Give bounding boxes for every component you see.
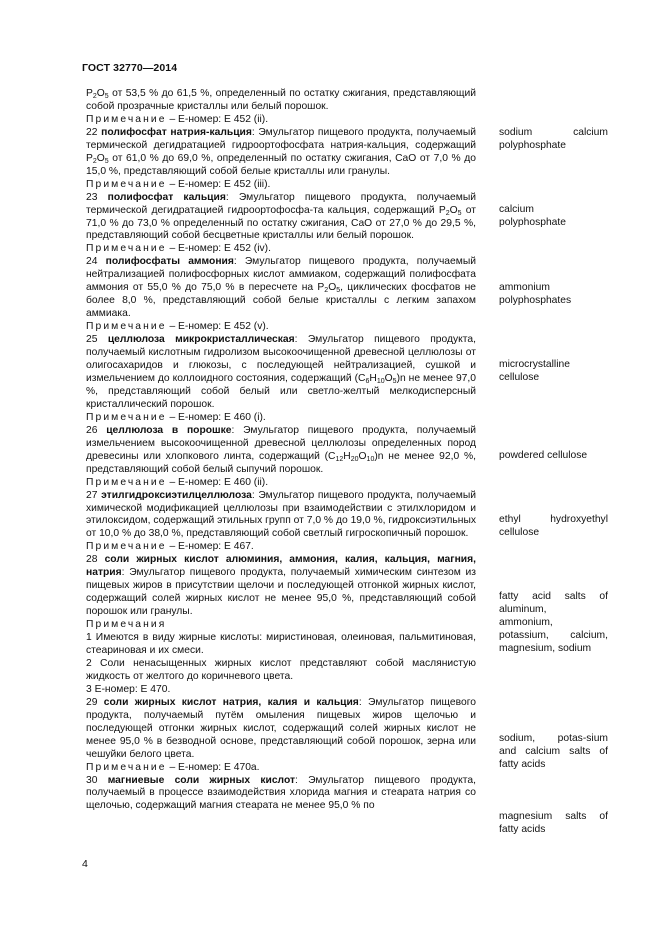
entry-28: 28 соли жирных кислот алюминия, аммония, калия, кальция, магния, натрия: Эмульгатор пищевого продукта, получаемый химическим синтезом из пищевых жиров в присутствии щелочи и последующей отгонкой жирных кислот, содержащий солей жирных кислот не менее 95,0 %, представляющий собой порошок или гранулы. xyxy=(86,554,476,618)
entry-22-term: полифосфат натрия-кальция xyxy=(101,126,252,138)
english-term-25: microcrystalline cellulose xyxy=(499,359,570,383)
entry-26-note: Примечание – Е-номер: Е 460 (ii). xyxy=(86,476,269,488)
entry-23: 23 полифосфат кальция: Эмульгатор пищевого продукта, получаемый термической дегидратацией гидроортофосфа-та кальция, содержащий $P_2O_5$ от 71,0 % до 73,0 % определенный по остатку сжигания, CaO от 27,0 % до 29,5 %, представляющий собой бесцветные кристаллы или белый порошок. xyxy=(86,191,477,242)
entry-23-term: полифосфат кальция xyxy=(107,191,226,203)
entry-22: 22 полифосфат натрия-кальция: Эмульгатор пищевого продукта, получаемый термической дегидратацией гидроортофосфата натрия-кальция, содержащий $P_2O_5$ от 61,0 % до 69,0 %, определенный по остатку сжигания, CaO от 7,0 % до 15,0 %, представляющий собой белые кристаллы или гранулы. xyxy=(86,126,476,177)
entry-26: 26 целлюлоза в порошке: Эмульгатор пищевого продукта, получаемый измельчением высокоочищенной древесной целлюлозы определенных пород древесины или хлопкового линта, содержащий $(C_{12}H_{20}O_{10})n$ не менее 92,0 %, представляющий собой белый сыпучий порошок. xyxy=(86,424,477,475)
entry-30-term: магниевые соли жирных кислот xyxy=(107,774,296,786)
english-term-27: ethyl hydroxyethyl cellulose xyxy=(499,514,608,538)
entry-29-term: соли жирных кислот натрия, калия и кальция xyxy=(103,696,359,708)
entry-30: 30 магниевые соли жирных кислот: Эмульгатор пищевого продукта, получаемый в процессе взаимодействия хлорида магния и стеарата натрия со щелочью, содержащий магния стеарата не менее 95,0 % по xyxy=(86,774,476,812)
entry-25: 25 целлюлоза микрокристаллическая: Эмульгатор пищевого продукта, получаемый кислотным гидролизом высокоочищенной древесной целлюлозы от олигосахаридов и глюкозы, с последующей нейтрализацией, сушкой и измельчением до коллоидного состояния, содержащий $(C_6H_{10}O_5)n$ не менее 97,0 %, представляющий собой белый или светло-желтый мелкодисперсный кристаллический порошок. xyxy=(86,334,476,410)
entry-27-note: Примечание – Е-номер: Е 467. xyxy=(86,541,254,553)
entry-25-note: Примечание – Е-номер: Е 460 (i). xyxy=(86,411,266,423)
entry-29-note: Примечание – Е-номер: Е 470а. xyxy=(86,761,260,773)
entry-26-term: целлюлоза в порошке xyxy=(106,424,232,436)
main-text-column xyxy=(86,88,476,813)
entry-23-note: Примечание – Е-номер: Е 452 (iv). xyxy=(86,243,271,255)
entry-28-note-3: 3 Е-номер: Е 470. xyxy=(86,683,171,695)
entry-24-note: Примечание – Е-номер: Е 452 (v). xyxy=(86,321,269,333)
entry-24: 24 полифосфаты аммония: Эмульгатор пищевого продукта, получаемый нейтрализацией полифосфорных кислот аммиаком, содержащий полифосфата аммония от 55,0 % до 75,0 % в пересчете на $P_2O_5$, циклических фосфатов не более 8,0 %, представляющий собой белые кристаллы с легким запахом аммиака. xyxy=(86,256,476,320)
entry-28-note-2: 2 Соли ненасыщенных жирных кислот представляют собой маслянистую жидкость от желтого до коричневого цвета. xyxy=(86,657,476,682)
entry-27: 27 этилгидроксиэтилцеллюлоза: Эмульгатор пищевого продукта, получаемый химической модификацией целлюлозы при взаимодействии с этилхлоридом и этилоксидом, содержащий этильных групп от 7,0 % до 19,0 %, гидроксиэтильных от 10,0 % до 38,0 %, представляющий собой светлый гигроскопичный порошок. xyxy=(86,489,476,540)
entry-27-term: этилгидроксиэтилцеллюлоза xyxy=(101,489,252,501)
standard-header: ГОСТ 32770—2014 xyxy=(82,62,178,74)
english-term-22: sodium calcium polyphosphate xyxy=(499,127,608,151)
entry-29: 29 соли жирных кислот натрия, калия и кальция: Эмульгатор пищевого продукта, получаемый путём омыления пищевых жиров щелочью и последующей отгонки жирных кислот, содержащий солей жирных кислот не менее 95,0 % в безводной основе, представляющий собой порошок, зерна или чешуйки белого цвета. xyxy=(86,696,476,760)
english-term-23: calcium polyphosphate xyxy=(499,204,566,228)
entry-28-note-1: 1 Имеются в виду жирные кислоты: миристиновая, олеиновая, пальмитиновая, стеариновая и их смеси. xyxy=(86,632,476,656)
page-number: 4 xyxy=(82,858,88,870)
english-term-26: powdered cellulose xyxy=(499,450,588,461)
entry-22-note: Примечание – Е-номер: Е 452 (iii). xyxy=(86,178,271,190)
english-term-30: magnesium salts of fatty acids xyxy=(499,811,608,835)
entry-24-term: полифосфаты аммония xyxy=(105,256,234,268)
english-term-24: ammonium polyphosphates xyxy=(499,282,572,306)
english-term-28: fatty acid salts of aluminum, ammonium, potassium, calcium, magnesium, sodium xyxy=(499,591,608,654)
entry-21-note: Примечание – Е-номер: Е 452 (ii). xyxy=(86,113,269,125)
entry-28-term: соли жирных кислот алюминия, аммония, калия, кальция, магния, натрия xyxy=(86,554,476,579)
english-term-29: sodium, potas-sium and calcium salts of fatty acids xyxy=(499,733,608,770)
entry-28-notes-label: Примечания xyxy=(86,619,167,631)
entry-21-continuation: $P_2O_5$ от 53,5 % до 61,5 %, определенный по остатку сжигания, представляющий собой прозрачные кристаллы или белый порошок. xyxy=(86,88,476,112)
entry-25-term: целлюлоза микрокристаллическая xyxy=(107,334,295,346)
